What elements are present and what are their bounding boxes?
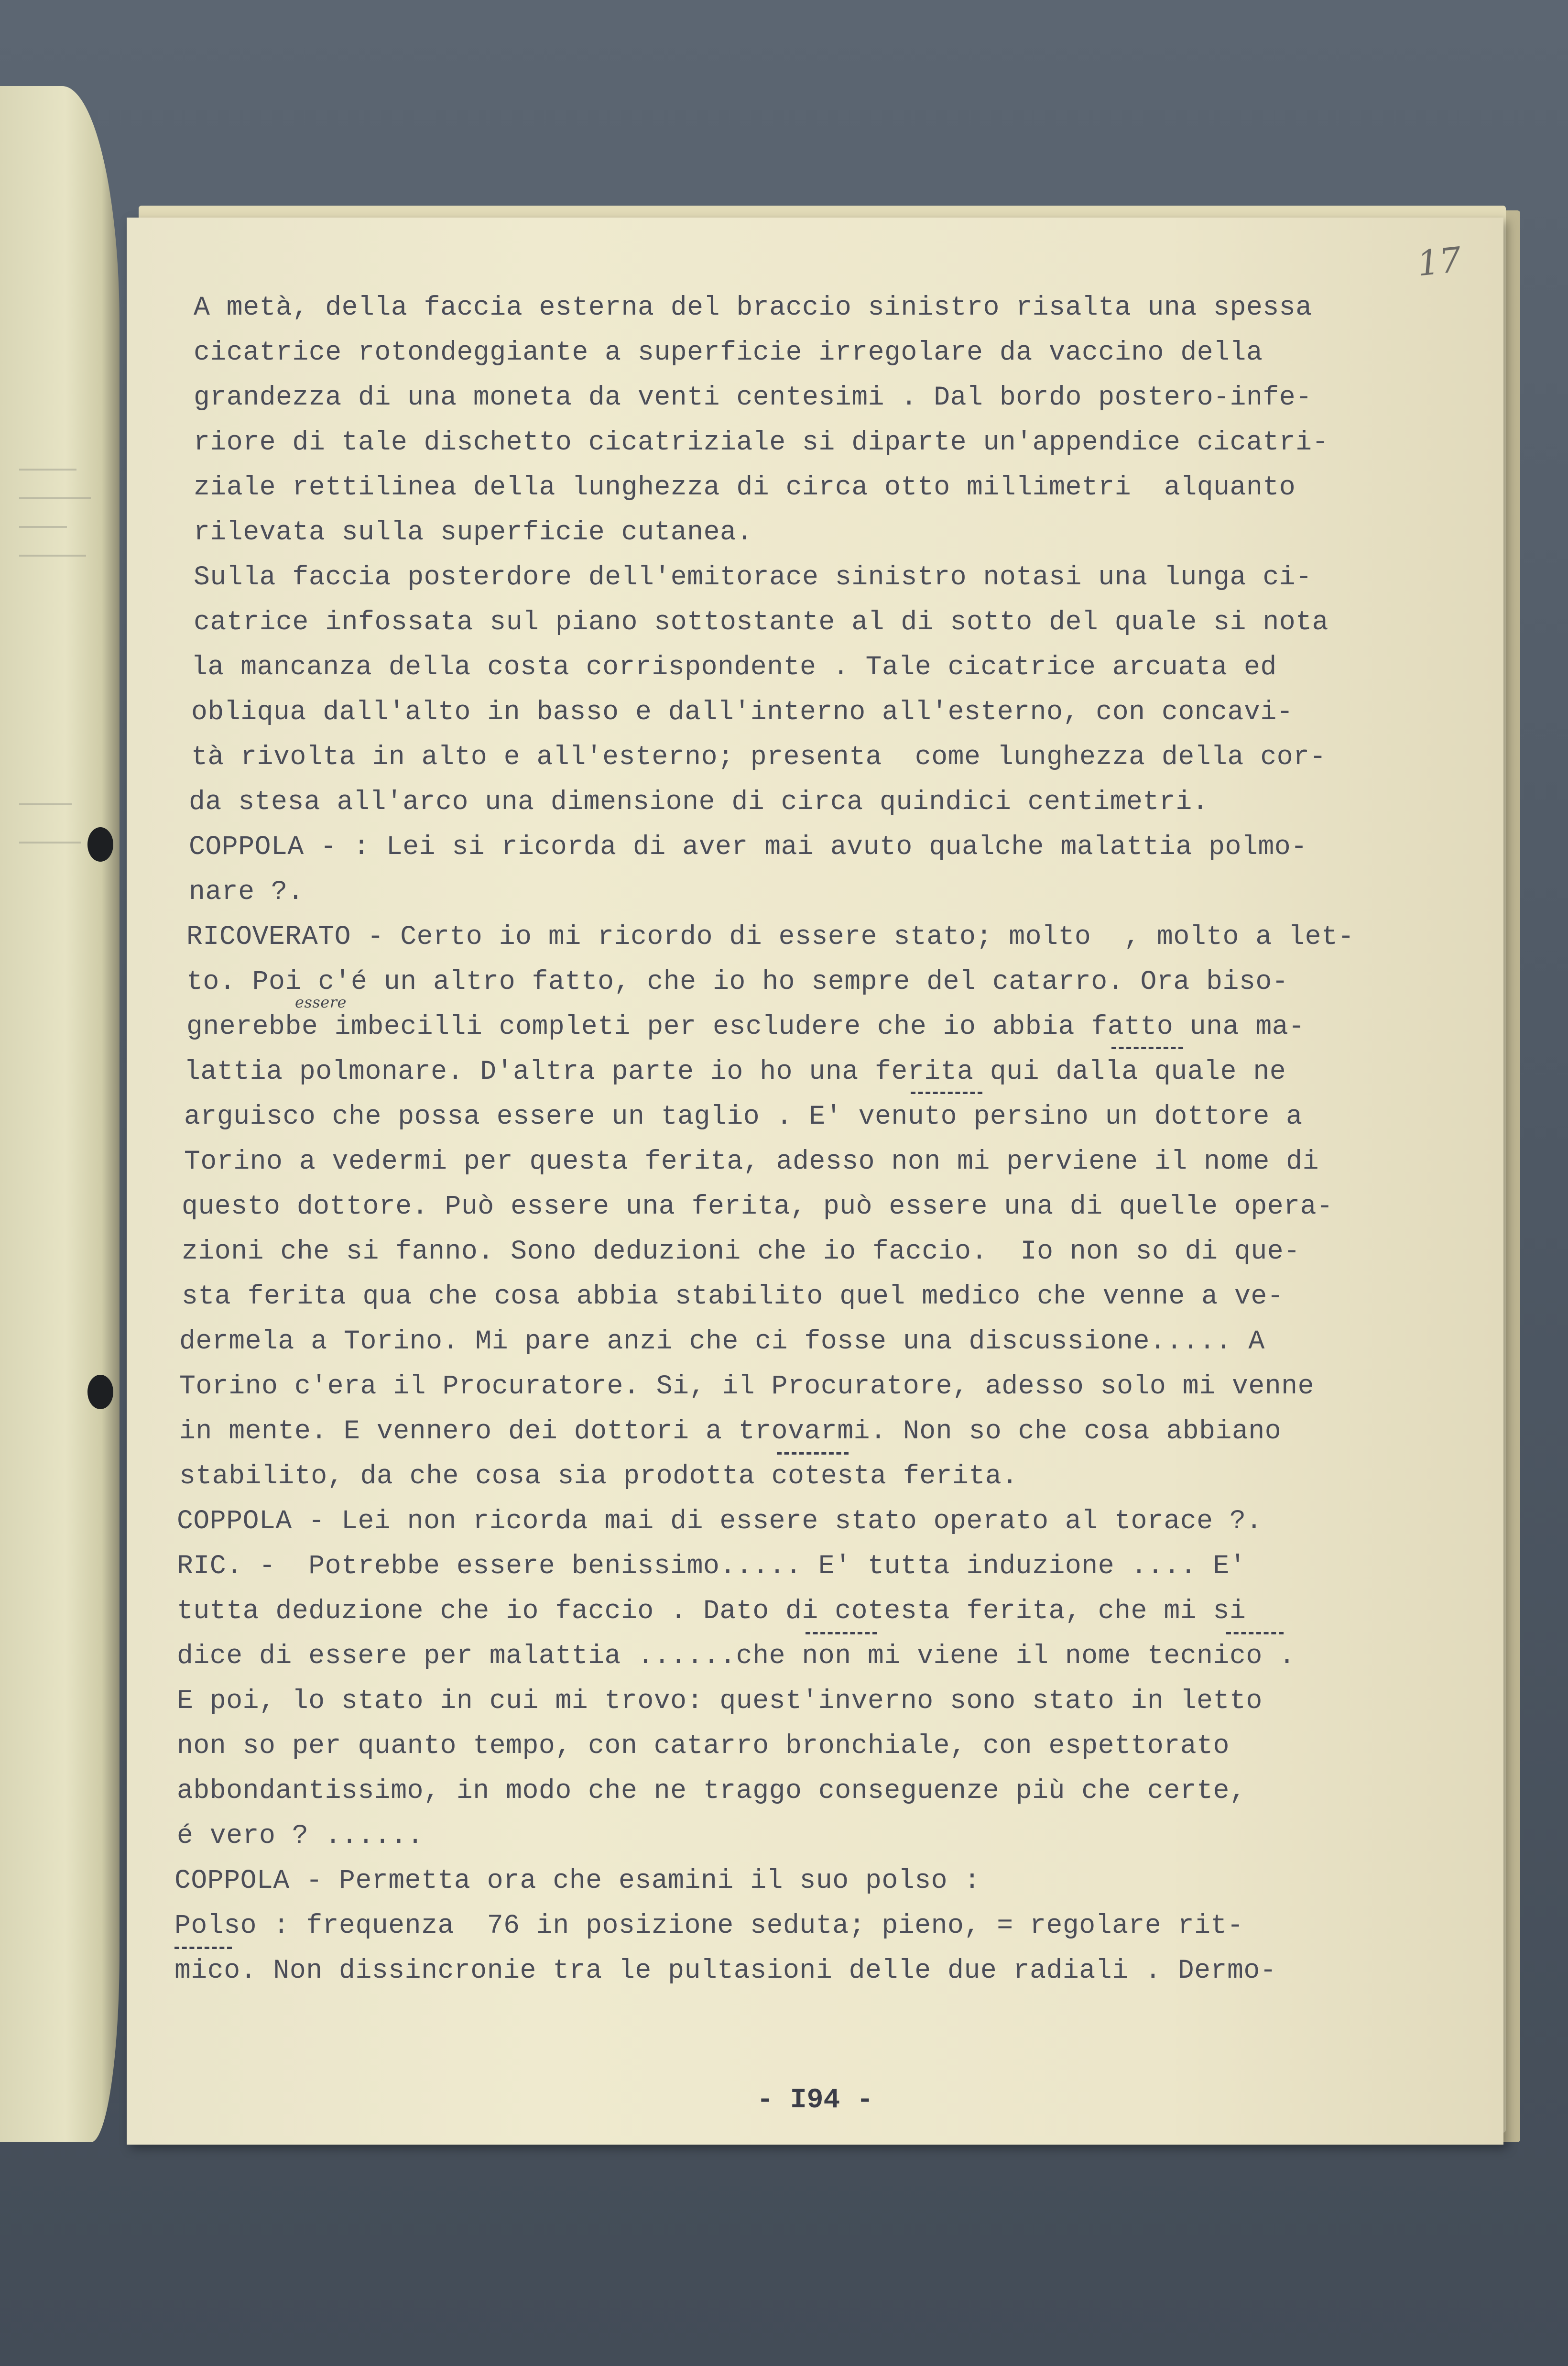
underline-mark xyxy=(806,1632,877,1634)
handwritten-insert: essere xyxy=(295,993,347,1011)
text-line: gnerebbe imbecilli completi per escludere che io abbia fatto una ma- xyxy=(186,1011,1305,1042)
text-line: é vero ? ...... xyxy=(177,1820,424,1851)
text-line: E poi, lo stato in cui mi trovo: quest'inverno sono stato in letto xyxy=(177,1686,1263,1716)
left-page-mark xyxy=(19,842,81,843)
underline-mark xyxy=(1226,1632,1284,1634)
text-line: COPPOLA - : Lei si ricorda di aver mai avuto qualche malattia polmo- xyxy=(189,832,1307,862)
text-line: to. Poi c'é un altro fatto, che io ho sempre del catarro. Ora biso- xyxy=(186,966,1289,997)
facing-left-page xyxy=(0,86,120,2142)
folio-number: 17 xyxy=(1415,239,1463,284)
left-page-mark xyxy=(19,803,72,805)
text-line: tà rivolta in alto e all'esterno; presenta come lunghezza della cor- xyxy=(191,742,1326,772)
text-line: obliqua dall'alto in basso e dall'interno all'esterno, con concavi- xyxy=(191,697,1294,727)
text-line: abbondantissimo, in modo che ne traggo conseguenze più che certe, xyxy=(177,1775,1246,1806)
text-line: Torino c'era il Procuratore. Si, il Procuratore, adesso solo mi venne xyxy=(179,1371,1314,1402)
text-line: sta ferita qua che cosa abbia stabilito quel medico che venne a ve- xyxy=(182,1281,1284,1312)
text-line: RIC. - Potrebbe essere benissimo..... E' tutta induzione .... E' xyxy=(177,1551,1246,1581)
text-line: Sulla faccia posterdore dell'emitorace sinistro notasi una lunga ci- xyxy=(194,562,1312,592)
text-line: zioni che si fanno. Sono deduzioni che io faccio. Io non so di que- xyxy=(182,1236,1300,1267)
text-line: la mancanza della costa corrispondente . Tale cicatrice arcuata ed xyxy=(191,652,1277,682)
text-line: catrice infossata sul piano sottostante al di sotto del quale si nota xyxy=(194,607,1328,637)
text-line: rilevata sulla superficie cutanea. xyxy=(194,517,753,548)
text-line: A metà, della faccia esterna del braccio sinistro risalta una spessa xyxy=(194,292,1312,323)
text-line: riore di tale dischetto cicatriziale si diparte un'appendice cicatri- xyxy=(194,427,1328,458)
text-line: Polso : frequenza 76 in posizione seduta; pieno, = regolare rit- xyxy=(174,1910,1244,1941)
punch-hole xyxy=(87,827,113,862)
left-page-mark xyxy=(19,497,91,499)
text-line: tutta deduzione che io faccio . Dato di cotesta ferita, che mi si xyxy=(177,1596,1246,1626)
text-line: ziale rettilinea della lunghezza di circa otto millimetri alquanto xyxy=(194,472,1296,503)
typed-page xyxy=(127,218,1503,2145)
text-line: arguisco che possa essere un taglio . E' venuto persino un dottore a xyxy=(184,1101,1303,1132)
underline-mark xyxy=(911,1092,982,1094)
left-page-mark xyxy=(19,555,86,557)
text-line: da stesa all'arco una dimensione di circa quindici centimetri. xyxy=(189,787,1209,817)
text-line: dice di essere per malattia ......che non mi viene il nome tecnico . xyxy=(177,1641,1296,1671)
text-line: RICOVERATO - Certo io mi ricordo di essere stato; molto , molto a let- xyxy=(186,921,1354,952)
underline-mark xyxy=(1111,1047,1183,1049)
left-page-mark xyxy=(19,526,67,528)
underline-mark xyxy=(777,1452,849,1455)
text-line: nare ?. xyxy=(189,876,304,907)
text-line: stabilito, da che cosa sia prodotta cotesta ferita. xyxy=(179,1461,1018,1491)
text-line: cicatrice rotondeggiante a superficie irregolare da vaccino della xyxy=(194,337,1263,368)
text-line: non so per quanto tempo, con catarro bronchiale, con espettorato xyxy=(177,1731,1230,1761)
text-line: dermela a Torino. Mi pare anzi che ci fosse una discussione..... A xyxy=(179,1326,1265,1357)
text-line: COPPOLA - Lei non ricorda mai di essere stato operato al torace ?. xyxy=(177,1506,1263,1536)
text-line: Torino a vedermi per questa ferita, adesso non mi perviene il nome di xyxy=(184,1146,1319,1177)
text-line: mico. Non dissincronie tra le pultasioni delle due radiali . Dermo- xyxy=(174,1955,1277,1986)
left-page-mark xyxy=(19,469,76,471)
text-line: COPPOLA - Permetta ora che esamini il suo polso : xyxy=(174,1865,980,1896)
text-line: in mente. E vennero dei dottori a trovarmi. Non so che cosa abbiano xyxy=(179,1416,1282,1446)
text-line: grandezza di una moneta da venti centesimi . Dal bordo postero-infe- xyxy=(194,382,1312,413)
punch-hole xyxy=(87,1375,113,1409)
underline-mark xyxy=(174,1947,232,1949)
page-number: - I94 - xyxy=(757,2085,873,2116)
text-line: lattia polmonare. D'altra parte io ho una ferita qui dalla quale ne xyxy=(184,1056,1286,1087)
text-line: questo dottore. Può essere una ferita, può essere una di quelle opera- xyxy=(182,1191,1333,1222)
